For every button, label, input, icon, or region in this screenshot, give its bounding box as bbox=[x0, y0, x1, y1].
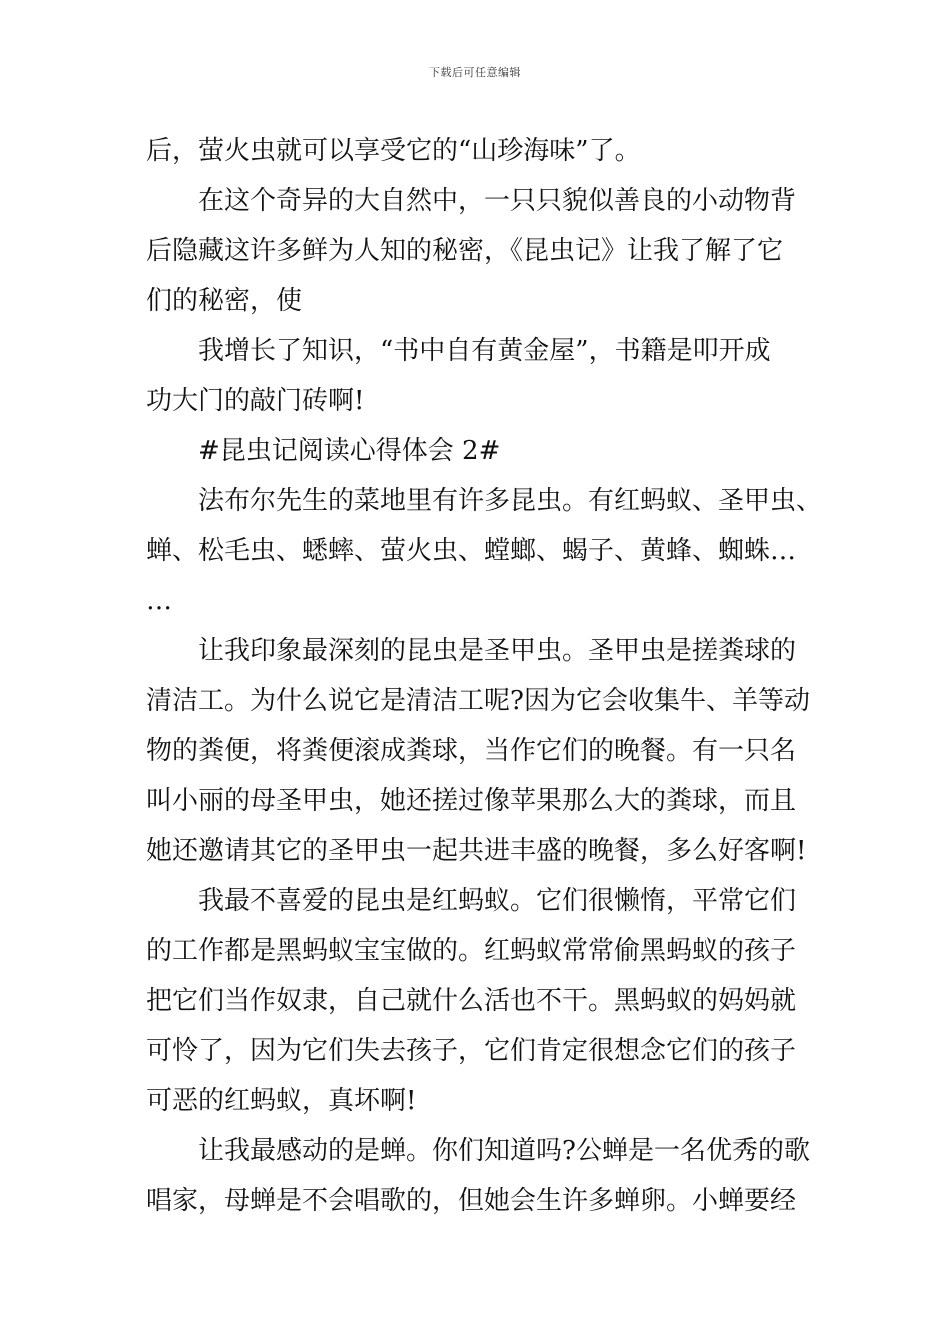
text-line: 她还邀请其它的圣甲虫一起共进丰盛的晚餐，多么好客啊! bbox=[146, 836, 807, 866]
text-line: 我增长了知识，“书中自有黄金屋”，书籍是叩开成 bbox=[198, 336, 771, 366]
text-line: 把它们当作奴隶，自己就什么活也不干。黑蚂蚁的妈妈就 bbox=[146, 986, 797, 1016]
text-line: 可恶的红蚂蚁，真坏啊! bbox=[146, 1086, 417, 1116]
document-body bbox=[146, 126, 826, 1226]
text-line: 后隐藏这许多鲜为人知的秘密，《昆虫记》让我了解了它 bbox=[146, 236, 784, 266]
text-line: 我最不喜爱的昆虫是红蚂蚁。它们很懒惰，平常它们 bbox=[198, 886, 797, 916]
text-line: 让我最感动的是蝉。你们知道吗?公蝉是一名优秀的歌 bbox=[198, 1136, 810, 1166]
text-line: 功大门的敲门砖啊! bbox=[146, 386, 365, 416]
text-line: 在这个奇异的大自然中，一只只貌似善良的小动物背 bbox=[198, 186, 797, 216]
text-line: 法布尔先生的菜地里有许多昆虫。有红蚂蚁、圣甲虫、 bbox=[198, 486, 823, 516]
text-line: 清洁工。为什么说它是清洁工呢?因为它会收集牛、羊等动 bbox=[146, 686, 810, 716]
text-line: 唱家，母蝉是不会唱歌的，但她会生许多蝉卵。小蝉要经 bbox=[146, 1186, 797, 1216]
text-line: #昆虫记阅读心得体会 2# bbox=[198, 436, 501, 466]
text-line: 蝉、松毛虫、蟋蟀、萤火虫、螳螂、蝎子、黄蜂、蜘蛛… bbox=[146, 536, 797, 566]
text-line: 叫小丽的母圣甲虫，她还搓过像苹果那么大的粪球，而且 bbox=[146, 786, 797, 816]
page-header: 下载后可任意编辑 bbox=[429, 66, 521, 79]
text-line: 可怜了，因为它们失去孩子，它们肯定很想念它们的孩子 bbox=[146, 1036, 797, 1066]
text-line: … bbox=[146, 586, 172, 616]
text-line: 让我印象最深刻的昆虫是圣甲虫。圣甲虫是搓粪球的 bbox=[198, 636, 797, 666]
text-line: 物的粪便，将粪便滚成粪球，当作它们的晚餐。有一只名 bbox=[146, 736, 797, 766]
text-line: 们的秘密，使 bbox=[146, 286, 303, 316]
text-line: 后，萤火虫就可以享受它的“山珍海味”了。 bbox=[146, 136, 641, 166]
text-line: 的工作都是黑蚂蚁宝宝做的。红蚂蚁常常偷黑蚂蚁的孩子 bbox=[146, 936, 797, 966]
